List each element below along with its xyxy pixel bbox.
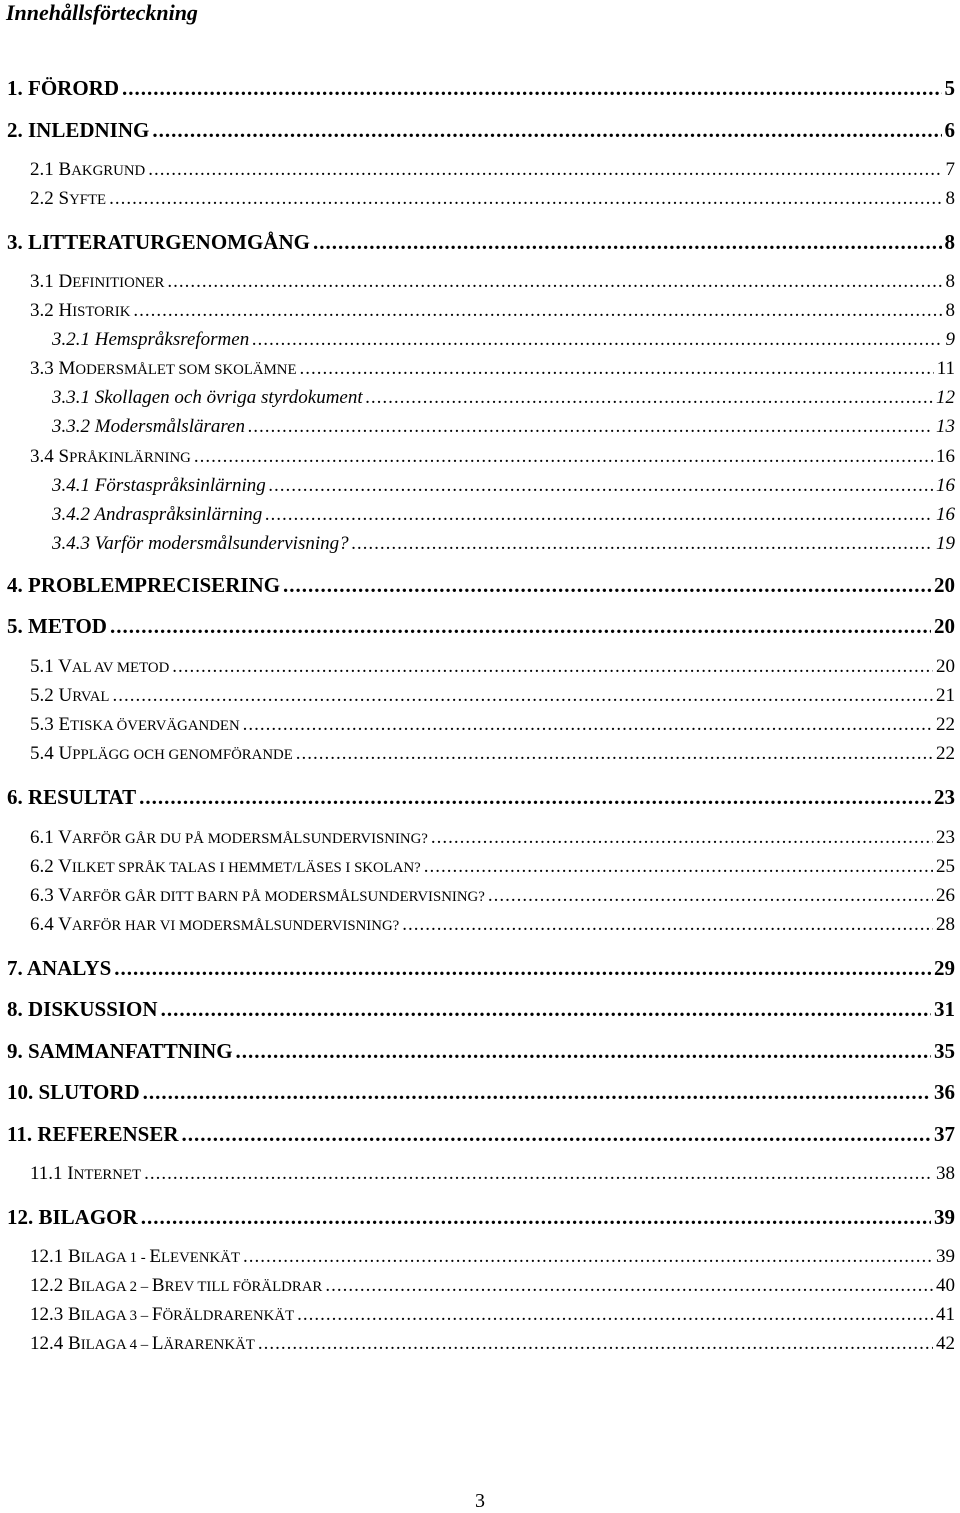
toc-entry-page: 11 bbox=[936, 358, 955, 379]
dot-leader bbox=[269, 475, 933, 497]
toc-entry[interactable] bbox=[30, 743, 955, 765]
toc-entry[interactable] bbox=[30, 1304, 955, 1326]
toc-entry[interactable] bbox=[52, 416, 955, 438]
dot-leader bbox=[366, 387, 933, 409]
toc-entry-label bbox=[7, 1205, 138, 1230]
toc-entry[interactable] bbox=[30, 271, 955, 293]
toc-entry-page: 8 bbox=[945, 188, 955, 209]
toc-entry-title: ISTORIK bbox=[72, 304, 131, 320]
toc-entry-label bbox=[52, 533, 349, 555]
toc-entry-title: 11. REFERENSER bbox=[7, 1122, 179, 1146]
dot-leader bbox=[352, 533, 933, 555]
toc-entry-label bbox=[7, 956, 111, 981]
toc-entry[interactable] bbox=[7, 230, 955, 255]
toc-entry-label bbox=[52, 504, 262, 526]
dot-leader bbox=[424, 856, 933, 878]
toc-entry-title: 3.4.3 Varför modersmålsundervisning? bbox=[52, 533, 349, 554]
toc-entry-title: ILAGA 1 - bbox=[80, 1250, 150, 1266]
dot-leader bbox=[258, 1333, 933, 1355]
toc-entry-title: 3.2.1 Hemspråksreformen bbox=[52, 329, 250, 350]
toc-entry-label bbox=[7, 614, 107, 639]
toc-entry-title: 6. RESULTAT bbox=[7, 785, 137, 809]
toc-entry-label bbox=[7, 1122, 179, 1147]
dot-leader bbox=[194, 446, 933, 468]
toc-entry-label bbox=[30, 1333, 255, 1355]
toc-entry-number: 6.1 V bbox=[30, 827, 72, 848]
toc-entry[interactable] bbox=[30, 188, 955, 210]
toc-entry-page: 16 bbox=[936, 475, 955, 496]
toc-entry-label bbox=[7, 573, 280, 598]
toc-entry-number: 5.3 E bbox=[30, 714, 71, 735]
toc-entry-page: 40 bbox=[936, 1275, 955, 1296]
dot-leader bbox=[144, 1163, 933, 1185]
toc-entry[interactable] bbox=[52, 475, 955, 497]
dot-leader bbox=[431, 827, 933, 849]
toc-entry-page: 23 bbox=[936, 827, 955, 848]
toc-entry-title: RVAL bbox=[72, 689, 110, 705]
toc-entry-title-tail: ÖRÄLDRARENKÄT bbox=[162, 1308, 295, 1324]
toc-entry-title: ARFÖR GÅR DU PÅ MODERSMÅLSUNDERVISNING? bbox=[71, 831, 428, 847]
toc-entry-number: 2.1 B bbox=[30, 159, 72, 180]
toc-entry-initial: B bbox=[151, 1275, 165, 1296]
toc-entry-label bbox=[30, 446, 191, 468]
toc-entry[interactable] bbox=[30, 827, 955, 849]
toc-entry-title: PPLÄGG OCH GENOMFÖRANDE bbox=[72, 747, 293, 763]
toc-entry-page: 22 bbox=[936, 714, 955, 735]
toc-entry-title: ODERSMÅLET SOM SKOLÄMNE bbox=[75, 362, 297, 378]
dot-leader bbox=[402, 914, 933, 936]
toc-entry-title: 5. METOD bbox=[7, 614, 107, 638]
dot-leader bbox=[265, 504, 933, 526]
toc-entry[interactable] bbox=[30, 446, 955, 468]
toc-entry-number: 3.1 D bbox=[30, 271, 73, 292]
dot-leader bbox=[114, 956, 931, 981]
toc-entry-page: 31 bbox=[934, 997, 955, 1021]
toc-entry-page: 29 bbox=[934, 956, 955, 980]
toc-entry-title: AKGRUND bbox=[71, 163, 146, 179]
toc-entry[interactable] bbox=[30, 1275, 955, 1297]
toc-entry-page: 35 bbox=[934, 1039, 955, 1063]
dot-leader bbox=[236, 1039, 931, 1064]
toc-entry-page: 16 bbox=[936, 504, 955, 525]
toc-entry-label bbox=[7, 118, 149, 143]
toc-entry-title: 2. INLEDNING bbox=[7, 118, 150, 142]
dot-leader bbox=[141, 1205, 931, 1230]
dot-leader bbox=[248, 416, 933, 438]
toc-entry-initial: E bbox=[149, 1246, 161, 1267]
toc-entry[interactable] bbox=[7, 956, 955, 981]
toc-entry-label bbox=[30, 1275, 322, 1297]
toc-entry-page: 37 bbox=[934, 1122, 955, 1146]
toc-entry-number: 5.1 V bbox=[30, 656, 72, 677]
toc-entry-label bbox=[30, 271, 164, 293]
toc-entry-number: 6.4 V bbox=[30, 914, 72, 935]
toc-entry-label bbox=[30, 1163, 141, 1185]
toc-entry[interactable] bbox=[52, 387, 955, 409]
toc-entry-title: PRÅKINLÄRNING bbox=[69, 450, 191, 466]
toc-entry-label bbox=[30, 1246, 240, 1268]
toc-entry-number: 3.4 S bbox=[30, 446, 70, 467]
toc-entry-label bbox=[30, 714, 240, 736]
dot-leader bbox=[172, 656, 933, 678]
dot-leader bbox=[143, 1080, 931, 1105]
toc-entry[interactable] bbox=[7, 76, 955, 101]
toc-entry-page: 23 bbox=[934, 785, 955, 809]
dot-leader bbox=[243, 714, 933, 736]
toc-entry-title: 10. SLUTORD bbox=[7, 1080, 140, 1104]
dot-leader bbox=[133, 300, 942, 322]
toc-entry-page: 42 bbox=[936, 1333, 955, 1354]
toc-entry-title: 9. SAMMANFATTNING bbox=[7, 1039, 233, 1063]
toc-entry[interactable] bbox=[7, 1205, 955, 1230]
toc-entry-page: 25 bbox=[936, 856, 955, 877]
toc-entry[interactable] bbox=[7, 785, 955, 810]
toc-entry-number: 11.1 I bbox=[30, 1163, 74, 1184]
toc-entry-title: 7. ANALYS bbox=[7, 956, 112, 980]
toc-entry-page: 9 bbox=[945, 329, 955, 350]
toc-entry-page: 36 bbox=[934, 1080, 955, 1104]
toc-entry-title: AL AV METOD bbox=[71, 660, 170, 676]
toc-entry-page: 12 bbox=[936, 387, 955, 408]
toc-entry-title: ILAGA 2 – bbox=[80, 1279, 152, 1295]
toc-entry-label bbox=[30, 885, 485, 907]
toc-entry[interactable] bbox=[30, 1333, 955, 1355]
toc-entry-number: 5.2 U bbox=[30, 685, 73, 706]
dot-leader bbox=[243, 1246, 933, 1268]
page-number: 3 bbox=[475, 1490, 485, 1512]
toc-entry-title: 12. BILAGOR bbox=[7, 1205, 138, 1229]
toc-entry-title-tail: REV TILL FÖRÄLDRAR bbox=[164, 1279, 323, 1295]
dot-leader bbox=[325, 1275, 933, 1297]
toc-entry-label bbox=[30, 358, 297, 380]
toc-entry-label bbox=[52, 416, 245, 438]
toc-entry[interactable] bbox=[52, 329, 955, 351]
toc-entry-number: 6.3 V bbox=[30, 885, 72, 906]
toc-entry-page: 41 bbox=[936, 1304, 955, 1325]
toc-entry-title: ILAGA 4 – bbox=[80, 1337, 152, 1353]
toc-entry-title: 3.4.2 Andraspråksinlärning bbox=[52, 504, 263, 525]
toc-entry[interactable] bbox=[7, 1122, 955, 1147]
toc-entry-title: 3.3.1 Skollagen och övriga styrdokument bbox=[52, 387, 363, 408]
toc-entry-page: 7 bbox=[945, 159, 955, 180]
toc-entry-number: 12.2 B bbox=[30, 1275, 81, 1296]
dot-leader bbox=[488, 885, 933, 907]
toc-entry-label bbox=[30, 685, 109, 707]
toc-entry-title-tail: ÄRARENKÄT bbox=[163, 1337, 255, 1353]
toc-entry-page: 6 bbox=[944, 118, 955, 142]
dot-leader bbox=[152, 118, 941, 143]
toc-entry[interactable] bbox=[30, 914, 955, 936]
toc-entry-number: 3.2 H bbox=[30, 300, 73, 321]
toc-entry-label bbox=[30, 743, 293, 765]
toc-entry[interactable] bbox=[7, 997, 955, 1022]
toc-entry[interactable] bbox=[30, 1246, 955, 1268]
toc-entry-number: 12.3 B bbox=[30, 1304, 81, 1325]
toc-entry-page: 8 bbox=[944, 230, 955, 254]
dot-leader bbox=[122, 76, 942, 101]
toc-entry-page: 20 bbox=[936, 656, 955, 677]
toc-entry-page: 5 bbox=[944, 76, 955, 100]
dot-leader bbox=[313, 230, 942, 255]
dot-leader bbox=[300, 358, 934, 380]
toc-entry-label bbox=[30, 300, 130, 322]
toc-entry-title: ARFÖR HAR VI MODERSMÅLSUNDERVISNING? bbox=[71, 918, 400, 934]
toc-entry-page: 16 bbox=[936, 446, 955, 467]
toc-entry[interactable] bbox=[30, 159, 955, 181]
dot-leader bbox=[139, 785, 931, 810]
toc-entry-label bbox=[7, 997, 158, 1022]
toc-entry[interactable] bbox=[7, 573, 955, 598]
toc-entry[interactable] bbox=[7, 118, 955, 143]
toc-entry-title: NTERNET bbox=[73, 1167, 142, 1183]
toc-entry[interactable] bbox=[30, 1163, 955, 1185]
dot-leader bbox=[167, 271, 942, 293]
dot-leader bbox=[110, 614, 931, 639]
toc-entry[interactable] bbox=[30, 714, 955, 736]
dot-leader bbox=[148, 159, 942, 181]
toc-entry[interactable] bbox=[30, 300, 955, 322]
toc-entry[interactable] bbox=[7, 1039, 955, 1064]
toc-entry-page: 28 bbox=[936, 914, 955, 935]
toc-heading: Innehållsförteckning bbox=[6, 0, 198, 25]
toc-entry-label bbox=[7, 1039, 233, 1064]
toc-entry-initial: F bbox=[151, 1304, 163, 1325]
toc-entry-label bbox=[30, 159, 145, 181]
toc-entry[interactable] bbox=[52, 504, 955, 526]
toc-entry-label bbox=[52, 475, 266, 497]
toc-entry-label bbox=[7, 1080, 140, 1105]
toc-entry-page: 39 bbox=[936, 1246, 955, 1267]
toc-entry[interactable] bbox=[30, 856, 955, 878]
toc-entry-page: 39 bbox=[934, 1205, 955, 1229]
toc-entry-page: 20 bbox=[934, 573, 955, 597]
toc-entry-page: 26 bbox=[936, 885, 955, 906]
toc-entry-page: 13 bbox=[936, 416, 955, 437]
toc-entry-page: 22 bbox=[936, 743, 955, 764]
dot-leader bbox=[182, 1122, 931, 1147]
toc-entry-number: 5.4 U bbox=[30, 743, 73, 764]
dot-leader bbox=[297, 1304, 933, 1326]
toc-entry-label bbox=[30, 656, 169, 678]
toc-entry-title: 1. FÖRORD bbox=[7, 76, 119, 100]
toc-entry-title: TISKA ÖVERVÄGANDEN bbox=[70, 718, 240, 734]
toc-entry-page: 21 bbox=[936, 685, 955, 706]
toc-entry-page: 8 bbox=[945, 300, 955, 321]
toc-entry[interactable] bbox=[30, 358, 955, 380]
toc-entry-title: YFTE bbox=[69, 192, 107, 208]
toc-entry-label bbox=[52, 387, 363, 409]
toc-entry-label bbox=[30, 827, 428, 849]
toc-entry-page: 20 bbox=[934, 614, 955, 638]
toc-entry-title: 3. LITTERATURGENOMGÅNG bbox=[7, 230, 310, 254]
toc-entry[interactable] bbox=[7, 614, 955, 639]
toc-entry[interactable] bbox=[30, 685, 955, 707]
toc-entry-title: 3.4.1 Förstaspråksinlärning bbox=[52, 475, 266, 496]
dot-leader bbox=[112, 685, 933, 707]
toc-entry[interactable] bbox=[7, 1080, 955, 1105]
toc-entry-label bbox=[30, 856, 421, 878]
toc-entry-page: 19 bbox=[936, 533, 955, 554]
toc-entry-label bbox=[30, 188, 106, 210]
toc-entry-number: 6.2 V bbox=[30, 856, 72, 877]
toc-entry-label bbox=[30, 914, 399, 936]
toc-entry-label bbox=[7, 76, 119, 101]
toc-entry[interactable] bbox=[30, 656, 955, 678]
toc-entry-title: 4. PROBLEMPRECISERING bbox=[7, 573, 281, 597]
toc-entry[interactable] bbox=[30, 885, 955, 907]
toc-entry-label bbox=[30, 1304, 294, 1326]
toc-entry-label bbox=[7, 230, 310, 255]
dot-leader bbox=[252, 329, 942, 351]
dot-leader bbox=[109, 188, 942, 210]
dot-leader bbox=[161, 997, 931, 1022]
toc-entry-title: EFINITIONER bbox=[72, 275, 165, 291]
toc-entry-label bbox=[52, 329, 249, 351]
toc-entry-initial: L bbox=[151, 1333, 164, 1354]
toc-entry-number: 2.2 S bbox=[30, 188, 70, 209]
toc-entry-number: 12.4 B bbox=[30, 1333, 81, 1354]
dot-leader bbox=[283, 573, 931, 598]
toc-entry-page: 38 bbox=[936, 1163, 955, 1184]
toc-entry[interactable] bbox=[52, 533, 955, 555]
toc-entry-title: ILKET SPRÅK TALAS I HEMMET/LÄSES I SKOLAN? bbox=[71, 860, 421, 876]
dot-leader bbox=[296, 743, 933, 765]
toc-entry-title: ILAGA 3 – bbox=[80, 1308, 152, 1324]
toc-entry-number: 12.1 B bbox=[30, 1246, 81, 1267]
toc-entry-number: 3.3 M bbox=[30, 358, 76, 379]
toc-entry-title: 3.3.2 Modersmålsläraren bbox=[52, 416, 245, 437]
toc-entry-title-tail: LEVENKÄT bbox=[161, 1250, 240, 1266]
toc-entry-title: 8. DISKUSSION bbox=[7, 997, 158, 1021]
toc-entry-title: ARFÖR GÅR DITT BARN PÅ MODERSMÅLSUNDERVISNING? bbox=[71, 889, 485, 905]
toc-entry-label bbox=[7, 785, 136, 810]
toc-entry-page: 8 bbox=[945, 271, 955, 292]
